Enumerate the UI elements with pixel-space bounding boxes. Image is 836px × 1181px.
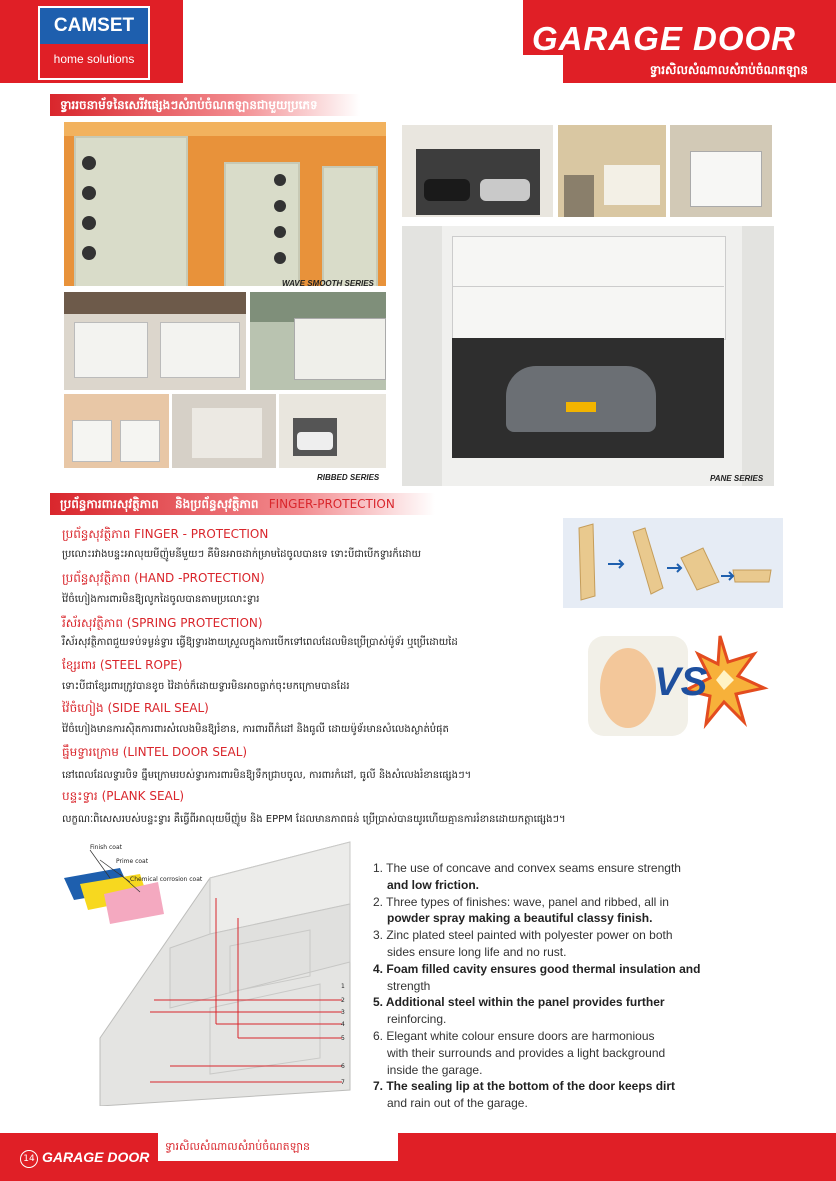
layer-label-prime: Prime coat bbox=[116, 858, 149, 865]
benefits-list bbox=[373, 860, 713, 1112]
feature-desc-7: លក្ខណៈពិសេសរបស់បន្ទះទ្វារ គឺធ្វើពីអាលុយមីញ៉ូម និង EPPM ដែលមានភាពធន់ ប្រើប្រាស់បានយូរហើយគ្មានការរំខានដោយកត្តាផ្សេងៗ។ bbox=[62, 814, 566, 825]
section-heading-kh: ប្រព័ន្ធការពារសុវត្ថិភាព bbox=[60, 497, 159, 511]
photo-wave-smooth-series bbox=[64, 122, 386, 286]
benefit-1-cont: and low friction. bbox=[387, 877, 479, 892]
feature-desc-5: វ៉ៃចំហៀងមានការស៊ិតការពារសំលេងមិនឱ្យរំខាន, ការពារពីកំដៅ និងធូលី ដោយម៉ូទ័រមានសំលេងស្ងាត់បំផុត bbox=[62, 724, 449, 735]
photo-house-stone bbox=[558, 125, 666, 217]
benefit-6: 6. Elegant white colour ensure doors are harmonious bbox=[373, 1028, 655, 1043]
diagram-num-4: 4 bbox=[341, 1021, 345, 1028]
vs-label: VS bbox=[654, 660, 708, 704]
feature-desc-2: វ៉ៃចំហៀងការពារមិនឱ្យលូកដៃចូលបានតាមប្រលោះទ្វារ bbox=[62, 594, 260, 605]
benefit-6-cont2: inside the garage. bbox=[387, 1062, 483, 1077]
caption-ribbed: RIBBED SERIES bbox=[317, 473, 380, 482]
layer-label-chemical: Chemical corrosion coat bbox=[130, 876, 203, 883]
benefit-5: 5. Additional steel within the panel provides further bbox=[373, 995, 665, 1010]
feature-title-7: បន្ទះទ្វារ (PLANK SEAL) bbox=[62, 789, 185, 803]
benefit-4: 4. Foam filled cavity ensures good thermal insulation and bbox=[373, 961, 701, 976]
illustration-finger-protection-panels bbox=[563, 518, 783, 608]
feature-title-1: ប្រព័ន្ធសុវត្ថិភាព FINGER - PROTECTION bbox=[62, 527, 269, 541]
feature-title-2: ប្រព័ន្ធសុវត្ថិភាព (HAND -PROTECTION) bbox=[62, 571, 265, 585]
benefit-7-cont: and rain out of the garage. bbox=[387, 1096, 528, 1111]
photo-double-garage-cars bbox=[402, 125, 553, 217]
benefit-3-cont: sides ensure long life and no rust. bbox=[387, 944, 567, 959]
diagram-num-1: 1 bbox=[341, 983, 345, 990]
photo-pane-series-porsche bbox=[402, 226, 774, 486]
section-heading-en: FINGER-PROTECTION bbox=[268, 497, 395, 511]
photo-garage-interior bbox=[172, 394, 276, 468]
brand-name: CAMSET bbox=[40, 8, 148, 44]
benefit-1: 1. The use of concave and convex seams ensure strength bbox=[373, 861, 681, 875]
diagram-num-7: 7 bbox=[341, 1079, 345, 1086]
caption-wave-smooth: WAVE SMOOTH SERIES bbox=[282, 279, 374, 288]
section-heading-protection bbox=[50, 493, 600, 515]
photo-house-garage-1 bbox=[64, 292, 246, 390]
header-white-shape-lower bbox=[183, 55, 563, 83]
brand-logo[interactable] bbox=[38, 6, 150, 80]
footer-subtitle-kh: ទ្វារសិលសំណាលសំរាប់ចំណតឡាន bbox=[165, 1140, 311, 1153]
benefit-2-cont: powder spray making a beautiful classy finish. bbox=[387, 911, 653, 926]
diagram-num-5: 5 bbox=[341, 1035, 345, 1042]
feature-title-3: រឺស័រសុវត្ថិភាព (SPRING PROTECTION) bbox=[62, 616, 263, 630]
photo-garage-car bbox=[279, 394, 386, 468]
page-number: 14 bbox=[20, 1150, 38, 1168]
diagram-door-panel-layers bbox=[60, 838, 352, 1106]
benefit-5-cont: reinforcing. bbox=[387, 1012, 447, 1027]
photo-house-white-door bbox=[670, 125, 772, 217]
photo-house-garage-3 bbox=[64, 394, 169, 468]
section-heading-kh2: និងប្រព័ន្ធសុវត្ថិភាព bbox=[174, 497, 259, 511]
diagram-num-3: 3 bbox=[341, 1009, 345, 1016]
diagram-num-2: 2 bbox=[341, 997, 345, 1004]
feature-desc-1: ប្រលោះរវាងបន្ទះអាលុយមីញ៉ូមនីមួយៗ គឺមិនអាចដាក់ម្រាមដៃចូលបានទេ ទោះបីជាបើកទ្វារក៏ដោយ bbox=[62, 549, 421, 560]
benefit-3: 3. Zinc plated steel painted with polyester power on both bbox=[373, 928, 673, 943]
feature-title-4: ខ្សែរពារ (STEEL ROPE) bbox=[62, 658, 183, 672]
benefit-2: 2. Three types of finishes: wave, panel and ribbed, all in bbox=[373, 894, 669, 909]
benefit-7: 7. The sealing lip at the bottom of the door keeps dirt bbox=[373, 1079, 676, 1094]
benefit-6-cont: with their surrounds and provides a light background bbox=[387, 1045, 666, 1060]
brand-tagline: home solutions bbox=[53, 52, 135, 66]
diagram-num-6: 6 bbox=[341, 1063, 345, 1070]
header-white-shape bbox=[183, 0, 523, 55]
feature-desc-3: រឺស័រសុវត្ថិភាពជួយទប់ទម្ងន់ទ្វារ ធ្វើឱ្យទ្វារងាយស្រួលក្នុងការបើកទៅពេលដែលមិនប្រើប្រាស់ម៉ូទ័រ ឬប្រើដោយដៃ bbox=[62, 637, 458, 648]
caption-pane: PANE SERIES bbox=[710, 474, 764, 483]
benefit-4-cont: strength bbox=[387, 978, 431, 993]
photo-house-garage-2 bbox=[250, 292, 386, 390]
illustration-vs-hand bbox=[578, 626, 774, 746]
section-heading-door-series: ទ្វាររចនាម័ទនៃសេរីវផ្សេងៗសំរាប់ចំណតឡានជាមួយប្រភេទ bbox=[50, 94, 360, 116]
feature-desc-6: នៅពេលដែលទ្វារបិទ ធ្នឹមក្រោមរបស់ទ្វារការពារមិនឱ្យទឹកជ្រាបចូល, ការពារកំដៅ, ធូលី និងសំលេងរំខានផ្សេងៗ។ bbox=[62, 770, 472, 781]
feature-title-5: វ៉ៃចំហៀង (SIDE RAIL SEAL) bbox=[62, 701, 209, 715]
layer-label-finish: Finish coat bbox=[90, 844, 122, 851]
page-subtitle-kh: ទ្វារសិលសំណាលសំរាប់ចំណតឡាន bbox=[649, 63, 808, 77]
page-title: GARAGE DOOR bbox=[531, 20, 796, 57]
footer-title: GARAGE DOOR bbox=[42, 1149, 150, 1165]
feature-desc-4: ទោះបីជាខ្សែរពារក្រូវបានខូច វ៉ៃដាច់ក៏ដោយទ្វារមិនអាចធ្លាក់ចុះមកក្រោមបានដែរ bbox=[62, 681, 350, 692]
feature-title-6: ធ្នឹមទ្វារក្រោម (LINTEL DOOR SEAL) bbox=[62, 745, 248, 759]
